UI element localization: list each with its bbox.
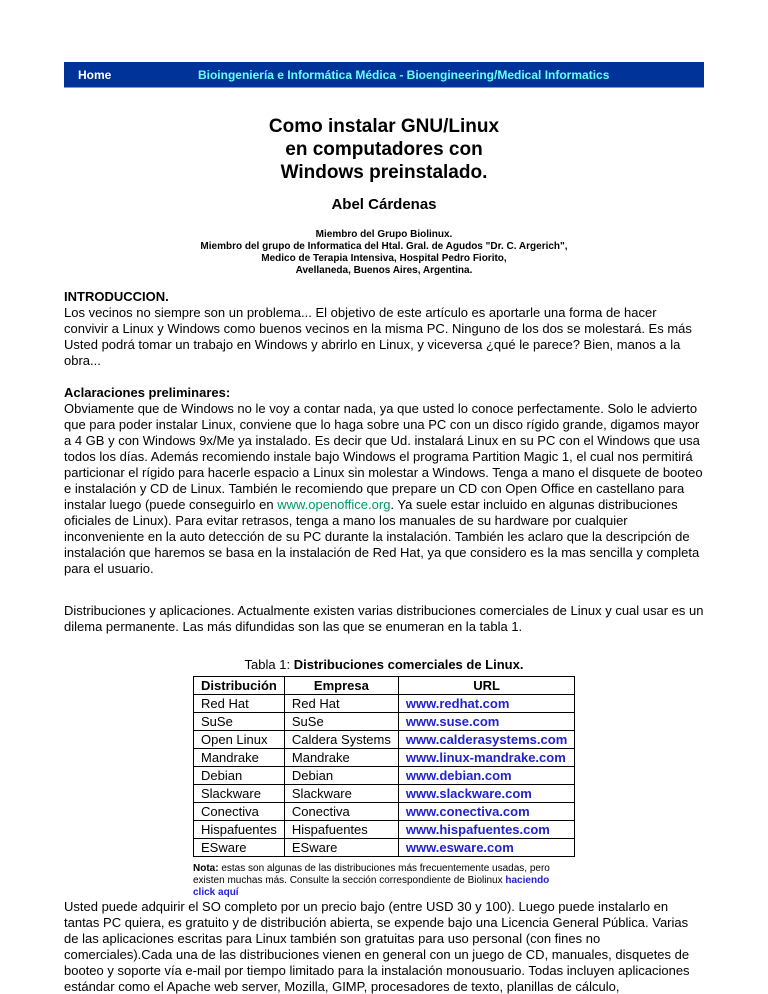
- distro-url-link[interactable]: www.linux-mandrake.com: [398, 749, 574, 767]
- distro-url-link[interactable]: www.suse.com: [398, 713, 574, 731]
- column-header-distribucion: Distribución: [194, 677, 285, 695]
- biolinux-click-here-link[interactable]: haciendo click aquí: [193, 875, 550, 898]
- distro-url-link[interactable]: www.esware.com: [398, 839, 574, 857]
- column-header-empresa: Empresa: [284, 677, 398, 695]
- distribuciones-paragraph: Distribuciones y aplicaciones. Actualmente existen varias distribuciones comerciales de Linux y cual usar es un dilema permanente. Las más difundidas son las que se enumeran en la tabla 1.: [64, 603, 704, 634]
- home-link[interactable]: Home: [78, 67, 112, 82]
- table-header-row: [194, 677, 575, 695]
- distro-name-cell: ESware: [194, 839, 285, 857]
- column-header-url: URL: [398, 677, 574, 695]
- affiliation-line: Medico de Terapia Intensiva, Hospital Pedro Fiorito,: [261, 253, 507, 264]
- openoffice-link[interactable]: www.openoffice.org: [277, 497, 391, 512]
- table-row: [194, 839, 575, 857]
- distro-url-link[interactable]: www.slackware.com: [398, 785, 574, 803]
- distro-name-cell: SuSe: [194, 713, 285, 731]
- distro-name-cell: Debian: [194, 767, 285, 785]
- site-banner-title: Bioingeniería e Informática Médica - Bioengineering/Medical Informatics: [197, 67, 610, 82]
- affiliation-line: Avellaneda, Buenos Aires, Argentina.: [295, 265, 473, 276]
- author-affiliations: [64, 229, 704, 277]
- distro-company-cell: Debian: [284, 767, 398, 785]
- introduction-paragraph: Los vecinos no siempre son un problema... El objetivo de este artículo es aportarle una forma de hacer convivir a Linux y Windows como buenos vecinos en la misma PC. Ninguno de los dos se molestará. Es más Usted podrá tomar un trabajo en Windows y abrirlo en Linux, y viceversa ¿qué le parece? Bien, manos a la obra...: [64, 305, 692, 368]
- distro-name-cell: Hispafuentes: [194, 821, 285, 839]
- affiliation-line: Miembro del grupo de Informatica del Htal. Gral. de Agudos "Dr. C. Argerich",: [200, 241, 568, 252]
- distro-url-link[interactable]: www.hispafuentes.com: [398, 821, 574, 839]
- table-row: [194, 767, 575, 785]
- distro-name-cell: Open Linux: [194, 731, 285, 749]
- distro-company-cell: ESware: [284, 839, 398, 857]
- author-name: Abel Cárdenas: [331, 196, 437, 213]
- distro-company-cell: SuSe: [284, 713, 398, 731]
- distro-url-link[interactable]: www.debian.com: [398, 767, 574, 785]
- distro-url-link[interactable]: www.calderasystems.com: [398, 731, 574, 749]
- note-label: Nota:: [193, 863, 219, 874]
- table-row: [194, 713, 575, 731]
- table-row: [194, 821, 575, 839]
- table-row: [194, 731, 575, 749]
- table-caption: [193, 657, 575, 673]
- distro-name-cell: Red Hat: [194, 695, 285, 713]
- article-title-line-2: en computadores con: [285, 139, 483, 160]
- closing-paragraph: Usted puede adquirir el SO completo por un precio bajo (entre USD 30 y 100). Luego puede instalarlo en tantas PC quiera, es gratuito y de distribución abierta, se expende bajo una Licencia General Pública. Varias de las aplicaciones escritas para Linux también son gratuitas para uso personal (con fines no comerciales).Cada una de las distribuciones vienen en general con un juego de CD, manuales, disquetes de booteo y soporte vía e-mail por tiempo limitado para la instalación monousuario. Todas incluyen aplicaciones estándar como el Apache web server, Mozilla, GIMP, procesadores de texto, planillas de cálculo,: [64, 899, 690, 994]
- distro-company-cell: Mandrake: [284, 749, 398, 767]
- distro-company-cell: Conectiva: [284, 803, 398, 821]
- distro-url-link[interactable]: www.conectiva.com: [398, 803, 574, 821]
- introduction-heading: INTRODUCCION.: [64, 289, 169, 304]
- article-content: [64, 115, 704, 994]
- distro-company-cell: Caldera Systems: [284, 731, 398, 749]
- distributions-table-block: [193, 657, 575, 899]
- table-row: [194, 785, 575, 803]
- top-nav-bar: [64, 62, 704, 88]
- table-caption-title: Distribuciones comerciales de Linux.: [293, 657, 524, 672]
- distro-company-cell: Hispafuentes: [284, 821, 398, 839]
- distro-company-cell: Red Hat: [284, 695, 398, 713]
- distro-company-cell: Slackware: [284, 785, 398, 803]
- distro-name-cell: Mandrake: [194, 749, 285, 767]
- distributions-table: [193, 676, 575, 857]
- distro-name-cell: Conectiva: [194, 803, 285, 821]
- paragraph-text: . Ya suele estar incluido en algunas distribuciones oficiales de Linux). Para evitar retrasos, tenga a mano los manuales de su hardware por cualquier inconveniente en la auto detección de su PC durante la instalación. También les aclaro que la descripción de instalación que haremos se basa en la instalación de Red Hat, ya que considero es la mas sencilla y completa para el usuario.: [64, 497, 700, 576]
- article-title: [64, 115, 704, 184]
- affiliation-line: Miembro del Grupo Biolinux.: [315, 229, 453, 240]
- paragraph-text: Obviamente que de Windows no le voy a contar nada, ya que usted lo conoce perfectamente. Solo le advierto que para poder instalar Linux, conviene que lo haga sobre una PC con un disco rígido grande, digamos mayor a 4 GB y con Windows 9x/Me ya instalado. Es decir que Ud. instalará Linux en su PC con el Windows que usa todos los días. Además recomiendo instale bajo Windows el programa Partition Magic 1, el cual nos permitirá particionar el rígido para hacerle espacio a Linux sin molestar a Windows. Tenga a mano el disquete de booteo e instalación y CD de Linux. También le recomiendo que prepare un CD con Open Office en castellano para instalar luego (puede conseguirlo en: [64, 401, 703, 512]
- article-title-line-1: Como instalar GNU/Linux: [268, 116, 500, 137]
- aclaraciones-paragraph: [64, 401, 704, 577]
- table-caption-prefix: Tabla 1:: [244, 657, 294, 672]
- table-row: [194, 803, 575, 821]
- article-title-line-3: Windows preinstalado.: [280, 162, 488, 183]
- table-row: [194, 695, 575, 713]
- table-note: [193, 863, 569, 899]
- aclaraciones-heading: Aclaraciones preliminares:: [64, 385, 231, 400]
- table-row: [194, 749, 575, 767]
- distro-url-link[interactable]: www.redhat.com: [398, 695, 574, 713]
- note-text: estas son algunas de las distribuciones más frecuentemente usadas, pero existen muchas más. Consulte la sección correspondiente de Biolinux: [193, 863, 550, 886]
- distro-name-cell: Slackware: [194, 785, 285, 803]
